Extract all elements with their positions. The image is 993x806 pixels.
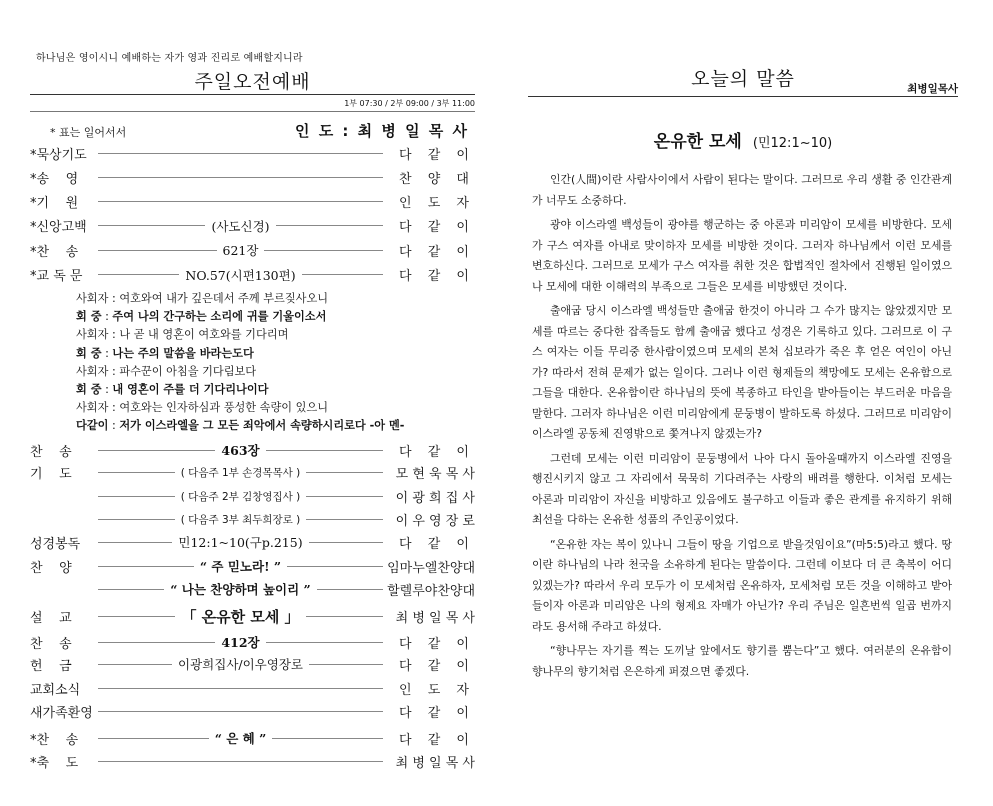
reading-text: 여호와여 내가 깊은데서 주께 부르짖사오니 (119, 292, 329, 305)
service-leader: 인 도 : 최 병 일 목 사 (295, 122, 469, 140)
sermon-paragraph: 출애굽 당시 이스라엘 백성들만 출애굽 한것이 아니라 그 수가 많지는 않았겠지만 모세를 따르는 중다한 잡족들도 함께 출애굽 했다고 성경은 기록하고 있다. 그러므로 이 구스 여자는 이들 무리중 한사람이였으며 모세의 본처 십보라가 죽은 후 얻은 여인이 아닌가? 따라서 전혀 문제가 없는 일이다. 그러나 이런 형제들의 책망에도 모세는 온유함으로 그들을 대한다. 온유함이란 하나님의 뜻에 복종하고 타인을 받아들이는 부드러운 마음을 말한다. 그러자 하나님은 이런 미리암에게 문둥병이 발하도록 하셨다. 그러므로 미리암이 이스라엘 공동체 진영밖으로 쫓겨나지 않겠는가? (532, 304, 952, 440)
program-item: *묵상기도 (30, 147, 87, 163)
leader-line (98, 465, 383, 480)
program-row (30, 653, 475, 675)
leader-line (98, 711, 383, 712)
program-detail: 621장 (222, 243, 259, 259)
leader-line (98, 441, 383, 459)
responsive-reading-line: 회 중 : 주여 나의 간구하는 소리에 귀를 기울이소서 (76, 310, 327, 324)
program-leader: 모 현 욱 목 사 (395, 466, 475, 482)
reader: 사회자 (76, 401, 109, 415)
author: 최병일목사 (907, 83, 958, 95)
leader-line (98, 729, 383, 747)
reading-text: 내 영혼이 주를 더 기다리나이다 (112, 383, 269, 396)
leader-line (98, 241, 383, 259)
program-item: *축 도 (30, 755, 79, 771)
leader-line (98, 177, 383, 178)
reader: 회 중 (76, 346, 102, 360)
program-row (30, 142, 475, 164)
program-detail: 「 온유한 모세 」 (181, 607, 300, 626)
leader-line (98, 153, 383, 154)
program-detail: “ 주 믿노라! ” (199, 559, 282, 574)
program-item: 새가족환영 (30, 705, 93, 721)
leader-line (98, 512, 383, 527)
responsive-reading-line: 사회자 : 여호와는 인자하심과 풍성한 속량이 있으니 (76, 401, 329, 415)
title-divider (30, 94, 475, 95)
program-leader: 다 같 이 (399, 220, 475, 236)
program-leader: 다 같 이 (399, 147, 475, 163)
program-detail: “ 은 혜 ” (214, 731, 267, 746)
title-divider (528, 96, 958, 97)
leader-line (98, 761, 383, 762)
program-row (30, 215, 475, 237)
program-leader: 다 같 이 (399, 636, 475, 652)
program-row (30, 578, 475, 600)
program-item: *신앙고백 (30, 220, 87, 236)
responsive-reading-line: 회 중 : 내 영혼이 주를 더 기다리나이다 (76, 383, 269, 396)
sermon-heading (528, 127, 958, 152)
times-divider (30, 111, 475, 112)
program-detail: NO.57(시편130편) (185, 267, 296, 283)
program-leader: 이 우 영 장 로 (395, 513, 475, 529)
program-row (30, 631, 475, 653)
program-leader: 다 같 이 (399, 536, 475, 552)
program-leader: 다 같 이 (399, 732, 475, 748)
service-title: 주일오전예배 (194, 71, 311, 93)
program-item: *찬 송 (30, 244, 79, 260)
leader-line (98, 688, 383, 689)
program-row (30, 485, 475, 507)
program-row (30, 605, 475, 627)
program-leader: 임마누엘찬양대 (387, 560, 475, 576)
program-row (30, 727, 475, 749)
leader-line (98, 201, 383, 202)
responsive-reading-line: 사회자 : 파수꾼이 아침을 기다림보다 (76, 364, 257, 378)
program-detail: 463장 (221, 443, 260, 458)
leader-line (98, 217, 383, 235)
program-leader: 찬 양 대 (399, 171, 475, 187)
program-row (30, 439, 475, 461)
program-item: 헌 금 (30, 658, 72, 674)
program-leader: 인 도 자 (399, 682, 475, 698)
sermon-paragraph: “향나무는 자기를 찍는 도끼날 앞에서도 향기를 뿜는다”고 했다. 여러분의 온유함이 향나무의 향기처럼 은은하게 퍼졌으면 좋겠다. (532, 644, 952, 678)
program-leader: 최 병 일 목 사 (395, 755, 475, 771)
program-item: 성경봉독 (30, 536, 81, 552)
responsive-reading-line: 사회자 : 나 곧 내 영혼이 여호와를 기다리며 (76, 328, 289, 342)
program-item: *송 영 (30, 171, 79, 187)
program-item: 교회소식 (30, 682, 81, 698)
stand-note: * 표는 일어서서 (50, 126, 127, 139)
reader: 회 중 (76, 310, 102, 324)
program-leader: 인 도 자 (399, 196, 475, 212)
program-detail: ( 다음주 2부 김창영집사 ) (180, 490, 301, 503)
reader: 사회자 (76, 292, 109, 305)
reading-text: 여호와는 인자하심과 풍성한 속량이 있으니 (119, 401, 329, 415)
program-leader: 다 같 이 (399, 444, 475, 460)
program-row (30, 461, 475, 483)
program-item: 찬 송 (30, 444, 72, 460)
leader-line (98, 606, 383, 627)
responsive-reading-line: 회 중 : 나는 주의 말씀을 바라는도다 (76, 346, 254, 360)
leader-line (98, 655, 383, 673)
program-leader: 다 같 이 (399, 269, 475, 284)
program-leader: 다 같 이 (399, 705, 475, 721)
leader-line (98, 533, 383, 551)
sermon-paragraph: 그런데 모세는 이런 미리암이 문둥병에서 나아 다시 돌아올때까지 이스라엘 진영을 행진시키지 않고 그 자리에서 묵묵히 기다려주는 사랑의 배려를 행한다. 이처럼 모세는 아론과 미리암이 자신을 비방하고 있음에도 불구하고 이들과 좋은 관계를 유지하기 위해 최선을 다하는 온유한 성품의 주인공이었다. (532, 451, 952, 526)
program-item: 찬 송 (30, 636, 72, 652)
reading-text: 나는 주의 말씀을 바라는도다 (112, 346, 254, 360)
reading-text: 저가 이스라엘을 그 모든 죄악에서 속량하시리로다 -아 멘- (119, 419, 405, 433)
program-detail: 민12:1~10(구p.215) (178, 535, 303, 550)
reader: 회 중 (76, 383, 102, 396)
program-detail: ( 다음주 3부 최두희장로 ) (180, 513, 301, 526)
program-leader: 최 병 일 목 사 (395, 610, 475, 626)
program-row (30, 239, 475, 261)
program-detail: 412장 (221, 635, 260, 650)
program-detail: ( 다음주 1부 손경목목사 ) (180, 466, 301, 479)
leader-line (98, 580, 383, 598)
leader-line (98, 557, 383, 575)
program-item: 찬 양 (30, 560, 72, 576)
reader: 사회자 (76, 328, 109, 342)
program-row (30, 166, 475, 188)
sermon-paragraph: “온유한 자는 복이 있나니 그들이 땅을 기업으로 받을것임이요”(마5:5)라고 했다. 땅이란 하나님의 나라 천국을 소유하게 된다는 말씀이다. 그런데 이보다 더 큰 축복이 어디있겠는가? 따라서 우리 모두가 이 모세처럼 온유하자, 모세처럼 모든 것을 이해하고 받아들이자 아론과 미리암은 나의 형제요 자매가 아닌가? 우리 주님은 일흔번씩 일곱 번까지라도 용서해 주라고 하셨다. (532, 537, 952, 633)
sermon-reference: (민12:1~10) (752, 136, 833, 151)
sermon-body (532, 170, 952, 686)
program-leader: 다 같 이 (399, 244, 475, 260)
program-row (30, 191, 475, 213)
program-row (30, 508, 475, 530)
leader-line (98, 633, 383, 651)
reading-text: 파수꾼이 아침을 기다림보다 (119, 364, 257, 378)
sermon-paragraph: 광야 이스라엘 백성들이 광야를 행군하는 중 아론과 미리암이 모세를 비방한다. 모세가 구스 여자를 아내로 맞이하자 모세를 비방한 것이다. 그러자 하나님께서 이런 모세를 변호하신다. 그러므로 모세가 구스 여자를 취한 것은 합법적인 절차에서 진행된 일이였으나 모세에 대한 이해력의 부족으로 그들은 모세를 비방했던 것이다. (532, 218, 952, 293)
program-leader: 다 같 이 (399, 658, 475, 674)
program-row (30, 750, 475, 772)
program-row (30, 700, 475, 722)
program-item: *찬 송 (30, 732, 79, 748)
program-row (30, 531, 475, 553)
reading-text: 나 곧 내 영혼이 여호와를 기다리며 (119, 328, 289, 342)
program-item: 설 교 (30, 610, 72, 626)
reader: 다같이 (76, 419, 109, 433)
reader: 사회자 (76, 364, 109, 378)
program-item: *기 원 (30, 196, 79, 212)
program-detail: “ 나는 찬양하며 높이리 ” (170, 582, 311, 597)
sermon-paragraph: 인간(人間)이란 사람사이에서 사람이 된다는 말이다. 그러므로 우리 생활 중 인간관계가 너무도 소중하다. (532, 173, 952, 207)
responsive-reading-line: 다같이 : 저가 이스라엘을 그 모든 죄악에서 속량하시리로다 -아 멘- (76, 419, 405, 433)
bible-motto: 하나님은 영이시니 예배하는 자가 영과 진리로 예배할지니라 (36, 53, 303, 64)
program-item: 기 도 (30, 466, 72, 482)
program-row (30, 677, 475, 699)
program-item: *교 독 문 (30, 269, 83, 284)
program-detail: 이광희집사/이우영장로 (178, 657, 303, 672)
program-leader: 이 광 희 집 사 (395, 490, 475, 506)
leader-line (98, 266, 383, 284)
program-leader: 할렐루야찬양대 (387, 583, 475, 599)
reading-text: 주여 나의 간구하는 소리에 귀를 기울이소서 (112, 310, 327, 324)
responsive-reading-line: 사회자 : 여호와여 내가 깊은데서 주께 부르짖사오니 (76, 292, 329, 305)
program-row (30, 555, 475, 577)
program-row (30, 264, 475, 286)
sermon-title: 온유한 모세 (653, 132, 742, 152)
todays-word (528, 0, 958, 806)
leader-line (98, 489, 383, 504)
todays-word-title: 오늘의 말씀 (691, 68, 795, 90)
service-times: 1부 07:30 / 2부 09:00 / 3부 11:00 (344, 99, 475, 108)
order-of-worship (30, 0, 475, 806)
program-detail: (사도신경) (211, 218, 270, 234)
